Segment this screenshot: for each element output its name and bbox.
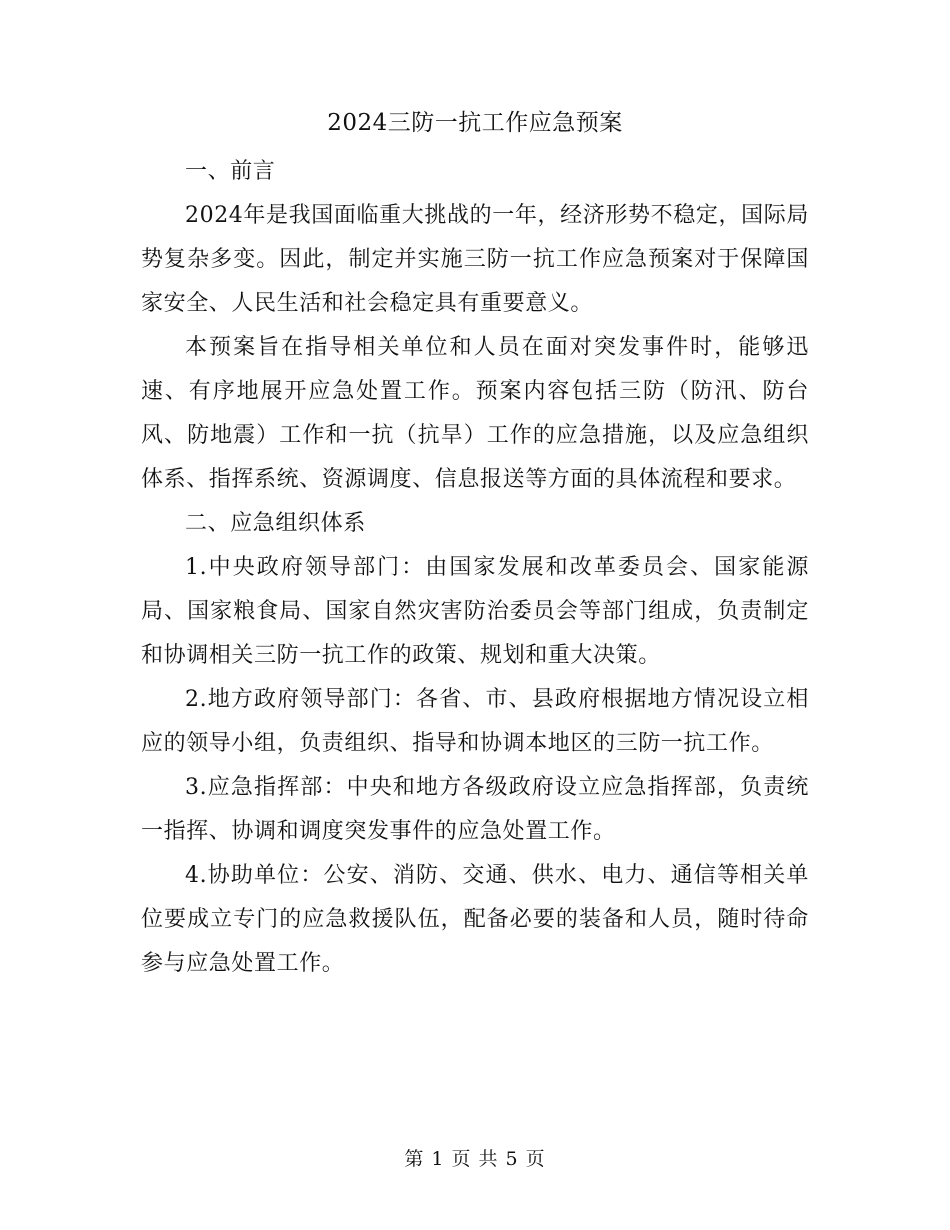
section-heading-preface: 一、前言 — [185, 159, 276, 184]
list-item-assisting-units: 4.协助单位：公安、消防、交通、供水、电力、通信等相关单位要成立专门的应急救援队伍，配备必要的装备和人员，随时待命参与应急处置工作。 — [141, 863, 809, 976]
list-item-local-government: 2.地方政府领导部门：各省、市、县政府根据地方情况设立相应的领导小组，负责组织、指导和协调本地区的三防一抗工作。 — [141, 687, 809, 756]
paragraph-purpose: 本预案旨在指导相关单位和人员在面对突发事件时，能够迅速、有序地展开应急处置工作。预案内容包括三防（防汛、防台风、防地震）工作和一抗（抗旱）工作的应急措施，以及应急组织体系、指挥系统、资源调度、信息报送等方面的具体流程和要求。 — [141, 335, 809, 492]
document-body — [141, 150, 809, 986]
paragraph-background: 2024年是我国面临重大挑战的一年，经济形势不稳定，国际局势复杂多变。因此，制定并实施三防一抗工作应急预案对于保障国家安全、人民生活和社会稳定具有重要意义。 — [141, 203, 809, 316]
page-number-footer: 第 1 页 共 5 页 — [404, 1148, 546, 1170]
section-heading-organization: 二、应急组织体系 — [185, 511, 366, 536]
document-title: 2024三防一抗工作应急预案 — [327, 110, 623, 136]
list-item-command-center: 3.应急指挥部：中央和地方各级政府设立应急指挥部，负责统一指挥、协调和调度突发事件的应急处置工作。 — [141, 775, 809, 844]
list-item-central-government: 1.中央政府领导部门：由国家发展和改革委员会、国家能源局、国家粮食局、国家自然灾害防治委员会等部门组成，负责制定和协调相关三防一抗工作的政策、规划和重大决策。 — [141, 555, 809, 668]
